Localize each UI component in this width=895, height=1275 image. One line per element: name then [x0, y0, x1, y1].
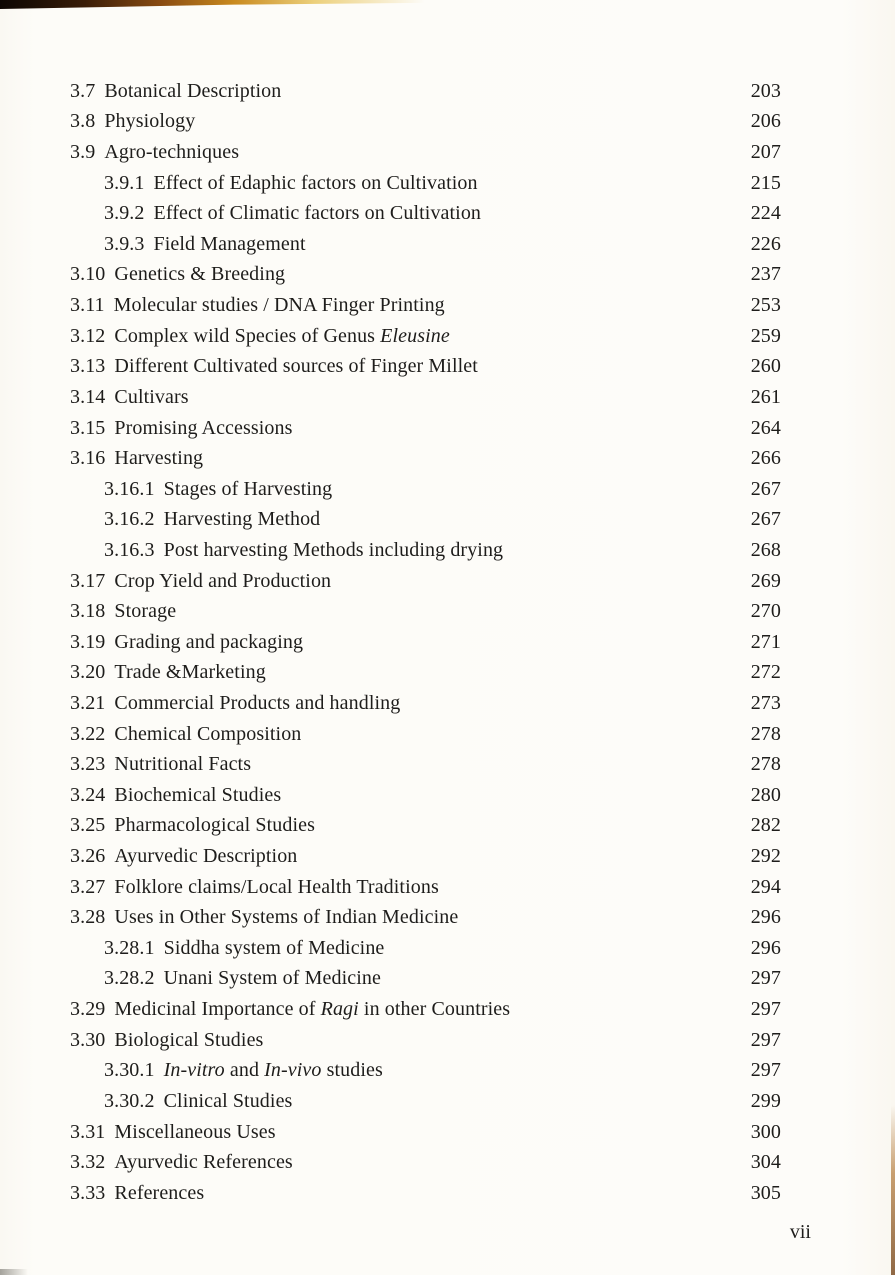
toc-entry-number: 3.30	[70, 1028, 106, 1051]
toc-entry-number: 3.8	[70, 110, 96, 133]
toc-entry-number: 3.30.2	[104, 1089, 155, 1112]
toc-entry	[0, 596, 895, 627]
toc-entry-title: Miscellaneous Uses	[114, 1120, 276, 1143]
toc-entry-number: 3.27	[70, 875, 106, 898]
toc-entry	[0, 382, 895, 413]
toc-entry-page: 260	[750, 355, 781, 378]
toc-entry-page: 266	[750, 447, 781, 470]
toc-entry-page: 297	[750, 967, 781, 990]
toc-entry-title: Commercial Products and handling	[114, 691, 401, 714]
toc-entry-title: Medicinal Importance of Ragi in other Countries	[114, 998, 511, 1021]
toc-entry	[0, 290, 895, 321]
toc-entry-number: 3.9	[70, 141, 96, 164]
toc-entry-page: 267	[750, 477, 781, 500]
toc-entry-page: 271	[750, 630, 781, 653]
toc-entry-page: 280	[750, 783, 781, 806]
toc-entry	[0, 719, 895, 750]
toc-entry-title: Physiology	[104, 110, 196, 133]
toc-entry-number: 3.11	[70, 294, 105, 317]
toc-entry-title: Molecular studies / DNA Finger Printing	[113, 294, 445, 317]
toc-entry	[0, 321, 895, 352]
toc-entry-title: Stages of Harvesting	[163, 477, 333, 500]
toc-entry-number: 3.31	[70, 1120, 106, 1143]
toc-entry-title: Grading and packaging	[114, 630, 304, 653]
toc-entry-number: 3.25	[70, 814, 106, 837]
toc-entry-page: 296	[750, 936, 781, 959]
toc-entry-title: Field Management	[153, 232, 306, 255]
toc-entry-number: 3.18	[70, 600, 106, 623]
toc-entry-title: Storage	[114, 600, 177, 623]
toc-entry-page: 282	[750, 814, 781, 837]
toc-entry-page: 203	[750, 79, 781, 102]
toc-entry-title: Biochemical Studies	[114, 783, 282, 806]
toc-entry-page: 272	[750, 661, 781, 684]
toc-entry-page: 300	[750, 1120, 781, 1143]
toc-entry	[0, 1086, 895, 1117]
scan-artifact-right-edge	[891, 1105, 895, 1275]
toc-entry-number: 3.10	[70, 263, 106, 286]
toc-entry-page: 278	[750, 722, 781, 745]
toc-entry-title: Post harvesting Methods including drying	[163, 538, 504, 561]
toc-entry-page: 207	[750, 141, 781, 164]
toc-entry	[0, 168, 895, 199]
toc-entry-page: 273	[750, 691, 781, 714]
toc-entry-page: 278	[750, 753, 781, 776]
toc-entry-page: 304	[750, 1151, 781, 1174]
toc-entry	[0, 964, 895, 995]
toc-entry	[0, 841, 895, 872]
toc-entry-title: Agro-techniques	[104, 141, 240, 164]
toc-entry	[0, 1178, 895, 1209]
toc-entry-title: Clinical Studies	[163, 1089, 293, 1112]
toc-entry	[0, 1117, 895, 1148]
toc-entry-page: 299	[750, 1089, 781, 1112]
toc-entry-number: 3.28.1	[104, 936, 155, 959]
scan-artifact-bottom-left	[0, 1269, 28, 1275]
toc-entry-number: 3.19	[70, 630, 106, 653]
toc-entry-title: Siddha system of Medicine	[163, 936, 385, 959]
toc-entry-page: 253	[750, 294, 781, 317]
toc-entry-page: 267	[750, 508, 781, 531]
toc-entry	[0, 260, 895, 291]
toc-entry	[0, 1025, 895, 1056]
toc-entry-number: 3.28.2	[104, 967, 155, 990]
toc-entry-number: 3.21	[70, 691, 106, 714]
toc-entry	[0, 1056, 895, 1087]
toc-entry-page: 294	[750, 875, 781, 898]
toc-entry	[0, 688, 895, 719]
table-of-contents	[0, 76, 895, 1209]
toc-entry-title: Harvesting Method	[163, 508, 321, 531]
toc-entry-page: 237	[750, 263, 781, 286]
toc-entry-number: 3.13	[70, 355, 106, 378]
toc-entry-title: Ayurvedic References	[114, 1151, 293, 1174]
toc-entry-number: 3.22	[70, 722, 106, 745]
toc-entry-title: Trade &Marketing	[114, 661, 266, 684]
toc-entry-page: 268	[750, 538, 781, 561]
toc-entry	[0, 658, 895, 689]
toc-entry-title: Nutritional Facts	[114, 753, 252, 776]
toc-entry-number: 3.12	[70, 324, 106, 347]
toc-entry-title: Folklore claims/Local Health Traditions	[114, 875, 439, 898]
toc-entry-number: 3.26	[70, 845, 106, 868]
toc-entry	[0, 474, 895, 505]
toc-entry-title: Different Cultivated sources of Finger Millet	[114, 355, 478, 378]
toc-entry-title: Ayurvedic Description	[114, 845, 298, 868]
toc-entry	[0, 627, 895, 658]
toc-entry	[0, 413, 895, 444]
toc-entry-page: 259	[750, 324, 781, 347]
toc-entry	[0, 137, 895, 168]
toc-entry-page: 224	[750, 202, 781, 225]
toc-entry	[0, 811, 895, 842]
toc-entry	[0, 994, 895, 1025]
toc-entry	[0, 443, 895, 474]
toc-entry-title: Biological Studies	[114, 1028, 264, 1051]
toc-entry-page: 261	[750, 385, 781, 408]
toc-entry-number: 3.16	[70, 447, 106, 470]
toc-entry-title: Botanical Description	[104, 79, 282, 102]
toc-entry-page: 296	[750, 906, 781, 929]
toc-entry-title: Complex wild Species of Genus Eleusine	[114, 324, 450, 347]
toc-entry-page: 226	[750, 232, 781, 255]
toc-entry-page: 269	[750, 569, 781, 592]
toc-entry-page: 305	[750, 1181, 781, 1204]
toc-entry	[0, 566, 895, 597]
toc-entry-number: 3.20	[70, 661, 106, 684]
toc-entry-number: 3.7	[70, 79, 96, 102]
toc-entry-page: 297	[750, 1028, 781, 1051]
toc-entry-number: 3.33	[70, 1181, 106, 1204]
toc-entry	[0, 505, 895, 536]
toc-entry-title: Unani System of Medicine	[163, 967, 381, 990]
toc-entry-title: Pharmacological Studies	[114, 814, 315, 837]
toc-entry	[0, 872, 895, 903]
toc-entry-number: 3.9.2	[104, 202, 145, 225]
toc-entry	[0, 351, 895, 382]
toc-entry-number: 3.30.1	[104, 1059, 155, 1082]
toc-entry-title: Promising Accessions	[114, 416, 293, 439]
toc-entry-page: 270	[750, 600, 781, 623]
toc-entry-number: 3.15	[70, 416, 106, 439]
toc-entry-page: 215	[750, 171, 781, 194]
toc-entry-title: Uses in Other Systems of Indian Medicine	[114, 906, 459, 929]
toc-entry-title: Effect of Climatic factors on Cultivation	[153, 202, 482, 225]
toc-entry-title: Genetics & Breeding	[114, 263, 286, 286]
toc-entry-title: Harvesting	[114, 447, 204, 470]
toc-entry-title: Effect of Edaphic factors on Cultivation	[153, 171, 478, 194]
toc-entry-title: Crop Yield and Production	[114, 569, 332, 592]
toc-entry-page: 292	[750, 845, 781, 868]
toc-entry	[0, 535, 895, 566]
toc-entry-page: 297	[750, 1059, 781, 1082]
toc-entry-number: 3.24	[70, 783, 106, 806]
toc-entry-number: 3.16.3	[104, 538, 155, 561]
toc-entry-number: 3.9.1	[104, 171, 145, 194]
toc-entry-number: 3.16.1	[104, 477, 155, 500]
toc-entry	[0, 780, 895, 811]
toc-entry	[0, 749, 895, 780]
toc-entry-page: 206	[750, 110, 781, 133]
toc-entry	[0, 198, 895, 229]
toc-entry-title: Chemical Composition	[114, 722, 302, 745]
toc-entry-number: 3.9.3	[104, 232, 145, 255]
toc-entry	[0, 933, 895, 964]
toc-entry-number: 3.14	[70, 385, 106, 408]
toc-entry-number: 3.28	[70, 906, 106, 929]
toc-entry-page: 264	[750, 416, 781, 439]
toc-entry-number: 3.32	[70, 1151, 106, 1174]
toc-entry-title: Cultivars	[114, 385, 189, 408]
toc-entry-title: References	[114, 1181, 205, 1204]
toc-entry-number: 3.16.2	[104, 508, 155, 531]
toc-entry-page: 297	[750, 998, 781, 1021]
toc-entry	[0, 76, 895, 107]
toc-entry	[0, 902, 895, 933]
toc-entry	[0, 1147, 895, 1178]
toc-entry-number: 3.29	[70, 998, 106, 1021]
toc-entry	[0, 107, 895, 138]
toc-entry	[0, 229, 895, 260]
toc-entry-number: 3.23	[70, 753, 106, 776]
folio-page-number: vii	[789, 1221, 811, 1243]
scan-artifact-top-edge	[0, 0, 425, 9]
toc-entry-title: In-vitro and In-vivo studies	[163, 1059, 383, 1082]
toc-entry-number: 3.17	[70, 569, 106, 592]
